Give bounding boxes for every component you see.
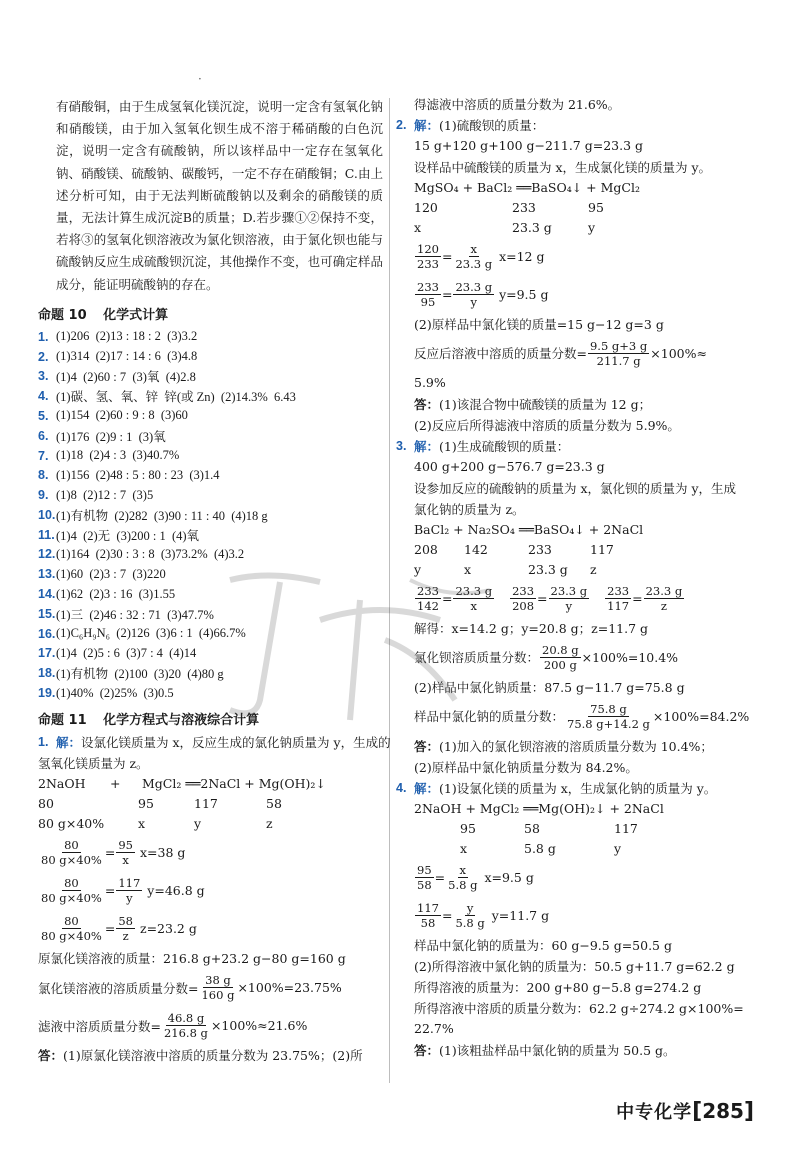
- right-column: [396, 93, 764, 1060]
- page-number: 285: [702, 1099, 744, 1123]
- answer-item: [38, 624, 383, 644]
- answer-number: 15.: [38, 606, 56, 621]
- answer-text: (1)62 (2)3 : 16 (3)1.55: [56, 586, 176, 601]
- calc-line: 样品中氯化钠的质量为：60 g−9.5 g=50.5 g: [414, 937, 672, 953]
- variable-row: x 5.8 g y: [460, 840, 622, 856]
- equation-term: +: [110, 776, 121, 792]
- answer-number: 2.: [38, 349, 49, 364]
- left-column: [38, 96, 391, 1066]
- question-2: [396, 114, 764, 435]
- answer-text: (1)有机物 (2)282 (3)90 : 11 : 40 (4)18 g: [56, 508, 268, 523]
- answer-item: [38, 446, 383, 466]
- question-3: [396, 435, 764, 777]
- calc-line: 5.9%: [414, 375, 446, 390]
- solution-label: 解：: [414, 118, 440, 133]
- answer-label: 答：: [414, 738, 440, 754]
- answer-text: (1)碳、氢、氧、锌 锌(或 Zn) (2)14.3% 6.43: [56, 390, 296, 405]
- mass-fraction-formula: 氯化钡溶质质量分数： $\frac{20.8 g}{200 g}$ ×100%=10.4%: [414, 642, 679, 672]
- answer-text: (1)C₆H₉N₆ (2)126 (3)6 : 1 (4)66.7%: [56, 626, 246, 641]
- proportion-x: $\frac{120}{233}$ = $\frac{x}{23.3 g}$ x=12 g: [417, 241, 545, 271]
- answer-text: (1)4 (2)5 : 6 (3)7 : 4 (4)14: [56, 645, 197, 660]
- step-line: (1)生成硫酸钡的质量：: [439, 438, 570, 454]
- setup-line: (1)设氯化镁的质量为 x，生成氯化钠的质量为 y。: [439, 780, 717, 796]
- calc-line: 22.7%: [414, 1021, 454, 1036]
- variable-row: x 23.3 g y: [414, 219, 596, 235]
- solution-label: 解：: [56, 736, 82, 751]
- answer-item: [38, 465, 383, 485]
- setup-line: 设氯化镁质量为 x，反应生成的氯化钠质量为 y，生成的: [81, 735, 391, 751]
- answer-text: (1)156 (2)48 : 5 : 80 : 23 (3)1.4: [56, 467, 220, 482]
- chemical-equation: BaCl₂ + Na₂SO₄ ══BaSO₄↓ + 2NaCl: [414, 521, 644, 537]
- proportion-x: $\frac{80}{80 g\times 40\%}$ = $\frac{95}{x}$ x=38 g: [41, 838, 186, 868]
- variable-value: x: [138, 816, 146, 832]
- answer-number: 19.: [38, 686, 56, 701]
- question-4: [396, 777, 764, 1060]
- answer-text: (1)154 (2)60 : 9 : 8 (3)60: [56, 408, 188, 423]
- answer-item: [38, 663, 383, 683]
- solution-label: 解：: [414, 439, 440, 454]
- solution-label: 解：: [414, 781, 440, 796]
- calc-line: 所得溶液中溶质的质量分数为：62.2 g÷274.2 g×100%=: [414, 1000, 744, 1016]
- answer-item: [38, 584, 383, 604]
- answer-label: 答：: [414, 1042, 440, 1058]
- question-number: 2.: [396, 117, 407, 132]
- answer-number: 10.: [38, 507, 56, 522]
- proportion-z: $\frac{80}{80 g\times 40\%}$ = $\frac{58}{z}$ z=23.2 g: [41, 914, 197, 944]
- mass-value: 95: [138, 796, 154, 812]
- page-footer: [616, 1098, 754, 1124]
- calc-line: (2)原样品中氯化镁的质量=15 g−12 g=3 g: [414, 316, 664, 332]
- setup-line: 设样品中硫酸镁的质量为 x，生成氯化镁的质量为 y。: [414, 159, 712, 175]
- page-bracket-open-icon: [: [692, 1098, 703, 1124]
- book-label: 中专化学: [616, 1102, 693, 1123]
- chemical-equation: [38, 774, 383, 794]
- molar-mass-row: 208 142 233 117: [414, 541, 614, 557]
- answer-text: (2)反应后所得滤液中溶质的质量分数为 5.9%。: [414, 417, 680, 433]
- calc-line: 解得：x=14.2 g；y=20.8 g；z=11.7 g: [414, 620, 649, 636]
- proportion-y: $\frac{117}{58}$ = $\frac{y}{5.8 g}$ y=11.7 g: [417, 900, 550, 930]
- answer-number: 18.: [38, 666, 56, 681]
- step-line: (1)硫酸钡的质量：: [439, 117, 545, 133]
- answer-item: [38, 545, 383, 565]
- equation-term: 2NaOH: [38, 776, 86, 792]
- answer-item: [38, 525, 383, 545]
- proportion-x: $\frac{95}{58}$ = $\frac{x}{5.8 g}$ x=9.5 g: [417, 862, 534, 892]
- topic-11-heading: [38, 709, 383, 728]
- answer-text: (1)有机物 (2)100 (3)20 (4)80 g: [56, 667, 224, 682]
- proportion-y: $\frac{80}{80 g\times 40\%}$ = $\frac{117}{y}$ y=46.8 g: [41, 876, 205, 906]
- answer-number: 3.: [38, 369, 49, 384]
- topic-10-answer-list: [38, 327, 383, 703]
- question-number: 3.: [396, 438, 407, 453]
- variable-row: y x 23.3 g z: [414, 561, 597, 577]
- answer-item: [38, 406, 383, 426]
- answer-text: (2)原样品中氯化钠质量分数为 84.2%。: [414, 759, 638, 775]
- setup-line: 设参加反应的硫酸钠的质量为 x，氯化钡的质量为 y，生成: [414, 480, 737, 496]
- calc-line: 原氯化镁溶液的质量：216.8 g+23.2 g−80 g=160 g: [38, 951, 346, 967]
- answer-text: (1)176 (2)9 : 1 (3)氧: [56, 429, 166, 444]
- answer-text: (1)4 (2)60 : 7 (3)氧 (4)2.8: [56, 370, 196, 385]
- molar-mass-row: 120 233 95: [414, 199, 604, 215]
- answer-number: 9.: [38, 488, 49, 503]
- molar-mass-row: [38, 794, 383, 814]
- mass-fraction-formula: 反应后溶液中溶质的质量分数= $\frac{9.5 g+3 g}{211.7 g}$ ×100%≈: [414, 338, 707, 368]
- mass-fraction-formula: 样品中氯化钠的质量分数： $\frac{75.8 g}{75.8 g+14.2 g}$ ×100%=84.2%: [414, 701, 750, 731]
- mass-value: 80: [38, 796, 54, 812]
- equation-term: MgCl₂ ══2NaCl + Mg(OH)₂↓: [142, 776, 326, 792]
- calc-line: (2)所得溶液中氯化钠的质量为：50.5 g+11.7 g=62.2 g: [414, 958, 735, 974]
- answer-text: (1)18 (2)4 : 3 (3)40.7%: [56, 448, 180, 462]
- answer-number: 14.: [38, 587, 56, 602]
- proportion-y: $\frac{233}{95}$ = $\frac{23.3 g}{y}$ y=9.5 g: [417, 279, 549, 309]
- answer-number: 11.: [38, 527, 55, 542]
- calc-line: 15 g+120 g+100 g−211.7 g=23.3 g: [414, 138, 644, 153]
- answer-text: (1)加入的氯化钡溶液的溶质质量分数为 10.4%；: [439, 738, 713, 754]
- answer-item: [38, 347, 383, 367]
- answer-number: 16.: [38, 626, 56, 641]
- answer-text: (1)206 (2)13 : 18 : 2 (3)3.2: [56, 329, 198, 344]
- answer-item: [38, 485, 383, 505]
- answer-item: [38, 366, 383, 386]
- variable-value: y: [194, 816, 202, 832]
- page-bracket-close-icon: ]: [743, 1098, 754, 1124]
- answer-item: [38, 505, 383, 525]
- setup-line: 氢氧化镁质量为 z。: [38, 756, 149, 772]
- answer-item: [38, 564, 383, 584]
- answer-text: (1)该混合物中硫酸镁的质量为 12 g；: [439, 396, 652, 412]
- answer-text: (1)164 (2)30 : 3 : 8 (3)73.2% (4)3.2: [56, 546, 245, 561]
- mass-value: 117: [194, 796, 218, 812]
- answer-item: [38, 683, 383, 703]
- answer-number: 6.: [38, 428, 49, 443]
- answer-number: 12.: [38, 547, 56, 562]
- continued-answer: 得滤液中溶质的质量分数为 21.6%。: [414, 96, 621, 112]
- variable-value: 80 g×40%: [38, 816, 105, 832]
- answer-number: 5.: [38, 408, 49, 423]
- answer-number: 7.: [38, 448, 49, 463]
- answer-item: [38, 386, 383, 406]
- answer-number: 17.: [38, 646, 56, 661]
- answer-text: (1)原氯化镁溶液中溶质的质量分数为 23.75%；(2)所: [63, 1048, 363, 1064]
- answer-text: (1)8 (2)12 : 7 (3)5: [56, 487, 154, 502]
- mass-fraction-formula: 氯化镁溶液的溶质质量分数= $\frac{38 g}{160 g}$ ×100%=23.75%: [38, 973, 342, 1003]
- answer-item: [38, 604, 383, 624]
- answer-label: 答：: [414, 396, 440, 412]
- answer-text: (1)三 (2)46 : 32 : 71 (3)47.7%: [56, 607, 214, 622]
- answer-text: (1)4 (2)无 (3)200 : 1 (4)氧: [56, 528, 200, 543]
- chemical-equation: 2NaOH + MgCl₂ ══Mg(OH)₂↓ + 2NaCl: [414, 800, 664, 816]
- topic-label: 命题 11: [38, 712, 87, 728]
- question-number: 4.: [396, 780, 407, 795]
- topic-title: 化学方程式与溶液综合计算: [103, 712, 260, 728]
- answer-item: [38, 426, 383, 446]
- answer-number: 8.: [38, 468, 49, 483]
- column-divider: [389, 98, 390, 1083]
- answer-text: (1)40% (2)25% (3)0.5: [56, 685, 174, 700]
- topic-10-heading: [38, 304, 383, 323]
- answer-text: (1)该粗盐样品中氯化钠的质量为 50.5 g。: [439, 1042, 676, 1058]
- answer-label: 答：: [38, 1048, 64, 1064]
- calc-line: (2)样品中氯化钠质量：87.5 g−11.7 g=75.8 g: [414, 679, 685, 695]
- top-mark: ·: [198, 72, 202, 86]
- answer-number: 4.: [38, 389, 49, 404]
- mass-value: 58: [266, 796, 282, 812]
- question-1: [38, 732, 391, 1066]
- chemical-equation: MgSO₄ + BaCl₂ ══BaSO₄↓ + MgCl₂: [414, 179, 641, 195]
- answer-number: 13.: [38, 567, 56, 582]
- variable-row: [38, 814, 383, 834]
- answer-item: [38, 327, 383, 347]
- proportion-set: $\frac{233}{142}$ = $\frac{23.3 g}{x}$ $\frac{233}{208}$ = $\frac{23.3 g}{y}$ $\frac{233}{117}$ = $\frac{23.3 g}{z}$: [417, 583, 683, 613]
- topic-title: 化学式计算: [103, 307, 169, 323]
- answer-item: [38, 644, 383, 664]
- question-number: 1.: [38, 735, 49, 750]
- mass-fraction-formula: 滤液中溶质质量分数= $\frac{46.8 g}{216.8 g}$ ×100%≈21.6%: [38, 1011, 308, 1041]
- setup-line: 氯化钠的质量为 z。: [414, 501, 525, 517]
- variable-value: z: [266, 816, 273, 832]
- answer-text: (1)314 (2)17 : 14 : 6 (3)4.8: [56, 349, 198, 364]
- calc-line: 400 g+200 g−576.7 g=23.3 g: [414, 459, 605, 474]
- answer-number: 1.: [38, 329, 49, 344]
- molar-mass-row: 95 58 117: [460, 820, 638, 836]
- intro-paragraph: 有硝酸铜，由于生成氢氧化镁沉淀，说明一定含有氢氧化钠和硝酸镁，由于加入氢氧化钡生成不溶于稀硝酸的白色沉淀，说明一定含有硫酸钠，所以该样品中一定存在氢氧化钠、硝酸镁、硫酸钠、碳酸钙，一定不存在硝酸铜；C.由上述分析可知，由于无法判断硫酸钠以及剩余的硝酸镁的质量，无法计算生成沉淀B的质量；D.若步骤①②保持不变，若将③的氢氧化钡溶液改为氯化钡溶液，由于氯化钡也能与硫酸钠反应生成硫酸钡沉淀，其他操作不变，也可确定样品成分，能证明硫酸钠的存在。: [56, 99, 383, 292]
- answer-text: (1)60 (2)3 : 7 (3)220: [56, 566, 166, 581]
- topic-label: 命题 10: [38, 307, 87, 323]
- calc-line: 所得溶液的质量为：200 g+80 g−5.8 g=274.2 g: [414, 979, 702, 995]
